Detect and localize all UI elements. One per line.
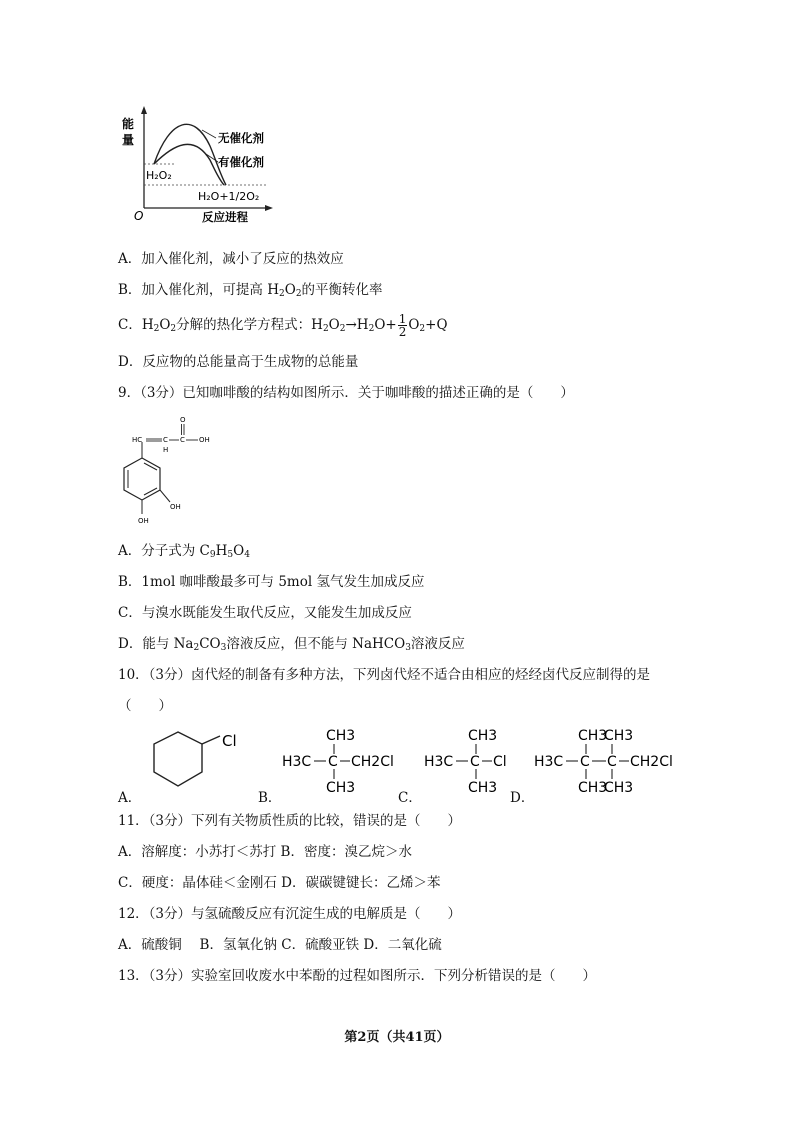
caffeic-acid-structure xyxy=(118,412,228,532)
d-bottom-ch3-1: CH3 xyxy=(578,780,608,796)
c-center-c: C xyxy=(470,754,480,770)
q9-a-t3: O xyxy=(233,543,245,559)
d-top-ch3-2: CH3 xyxy=(604,728,634,744)
y-axis-label-2: 量 xyxy=(122,133,135,147)
q10-label-c: C． xyxy=(398,790,422,806)
x-axis-arrow xyxy=(265,205,273,211)
c-top-ch3: CH3 xyxy=(468,728,498,744)
q8-c-t5: →H xyxy=(345,317,369,333)
q10-stem: 10．（3分）卤代烃的制备有多种方法，下列卤代烃不适合由相应的烃经卤代反应制得的是 xyxy=(118,667,651,683)
q10-structure-b xyxy=(278,724,408,798)
q8-c-t1: C．H xyxy=(118,317,154,333)
reactant-label: H₂O₂ xyxy=(146,169,172,182)
q8-c-t4: O xyxy=(328,317,340,333)
q8-c-fraction xyxy=(398,313,408,338)
q9-d-t3: 溶液反应，但不能与 NaHCO xyxy=(226,636,406,652)
q9-option-c: C．与溴水既能发生取代反应，又能发生加成反应 xyxy=(118,605,412,621)
q9-stem: 9．（3分）已知咖啡酸的结构如图所示．关于咖啡酸的描述正确的是（ ） xyxy=(118,385,574,401)
c-bottom-ch3: CH3 xyxy=(468,780,498,796)
q10-answer-paren: （ ） xyxy=(118,698,172,714)
q13-stem: 13．（3分）实验室回收废水中苯酚的过程如图所示．下列分析错误的是（ ） xyxy=(118,968,597,984)
b-center-c: C xyxy=(328,754,338,770)
d-top-ch3-1: CH3 xyxy=(578,728,608,744)
curve-catalyst-label: 有催化剂 xyxy=(218,155,264,169)
q11-options-cd: C．硬度：晶体硅＜金刚石 D．碳碳键键长：乙烯＞苯 xyxy=(118,875,441,891)
q8-b-text-2: O xyxy=(284,282,296,298)
q8-b-sub-1: 2 xyxy=(279,289,285,299)
x-axis-label: 反应进程 xyxy=(202,210,248,224)
q8-c-s5: 2 xyxy=(368,324,375,334)
d-ch2cl: CH2Cl xyxy=(630,754,673,770)
c-label-2: C xyxy=(180,436,185,444)
q8-c-t7: O xyxy=(408,317,420,333)
q8-c-t6: O+ xyxy=(374,317,397,333)
q8-option-b xyxy=(118,281,383,303)
q8-b-text-3: 的平衡转化率 xyxy=(301,282,383,298)
y-axis-label-1: 能 xyxy=(122,117,135,131)
o-label: O xyxy=(180,416,186,424)
q8-c-s1: 2 xyxy=(153,324,160,334)
q9-a-s3: 4 xyxy=(244,550,250,560)
q9-d-t4: 溶液反应 xyxy=(410,636,465,652)
q9-a-s2: 5 xyxy=(227,550,234,560)
b-h3c: H3C xyxy=(282,754,312,770)
q9-d-s1: 2 xyxy=(193,643,200,653)
oh-label-1: OH xyxy=(170,503,181,511)
fraction-denominator: 2 xyxy=(398,325,407,339)
c-label-1: C xyxy=(163,436,168,444)
q9-option-b: B．1mol 咖啡酸最多可与 5mol 氢气发生加成反应 xyxy=(118,574,425,590)
y-axis-arrow xyxy=(141,106,147,114)
q8-option-a: A．加入催化剂，减小了反应的热效应 xyxy=(118,251,344,267)
q9-d-t1: D．能与 Na xyxy=(118,636,194,652)
q8-c-s6: 2 xyxy=(419,324,426,334)
hc-label: HC xyxy=(132,436,143,444)
origin-label: O xyxy=(134,209,144,223)
leader-cat xyxy=(206,154,218,162)
b-top-ch3: CH3 xyxy=(326,728,356,744)
q9-option-d xyxy=(118,635,465,657)
q10-label-b: B． xyxy=(258,790,282,806)
q11-stem: 11．（3分）下列有关物质性质的比较，错误的是（ ） xyxy=(118,813,462,829)
q9-a-s1: 9 xyxy=(209,550,216,560)
q10-label-a: A． xyxy=(118,790,142,806)
b-ch2cl: CH2Cl xyxy=(351,754,394,770)
cl-label-a: Cl xyxy=(222,732,237,750)
q12-options: A．硫酸铜 B．氢氧化钠 C．硫酸亚铁 D．二氧化硫 xyxy=(118,937,442,953)
fraction-numerator: 1 xyxy=(398,312,407,326)
oh-label-2: OH xyxy=(138,517,149,525)
q9-d-s2: 3 xyxy=(220,643,227,653)
q8-option-c xyxy=(118,312,448,342)
product-label: H₂O+1/2O₂ xyxy=(198,190,260,203)
d-bottom-ch3-2: CH3 xyxy=(604,780,634,796)
q8-c-s4: 2 xyxy=(339,324,346,334)
d-c1: C xyxy=(580,754,590,770)
q8-c-s3: 2 xyxy=(322,324,329,334)
q8-c-t2: O xyxy=(159,317,171,333)
acid-oh-label: OH xyxy=(199,436,210,444)
q10-structure-d xyxy=(532,724,682,798)
q12-stem: 12．（3分）与氢硫酸反应有沉淀生成的电解质是（ ） xyxy=(118,906,462,922)
q9-d-s3: 3 xyxy=(405,643,411,653)
page-footer: 第2页（共41页） xyxy=(344,1030,450,1045)
q9-d-t2: CO xyxy=(199,636,221,652)
q11-options-ab: A．溶解度：小苏打＜苏打 B．密度：溴乙烷＞水 xyxy=(118,844,412,860)
q8-b-text-1: B．加入催化剂，可提高 H xyxy=(118,282,279,298)
q8-c-t8: +Q xyxy=(425,317,448,333)
q9-option-a xyxy=(118,542,250,564)
c-cl: Cl xyxy=(493,754,507,770)
q10-label-d: D． xyxy=(510,790,535,806)
q9-a-t2: H xyxy=(215,543,228,559)
q8-c-s2: 2 xyxy=(170,324,177,334)
q9-a-t1: A．分子式为 C xyxy=(118,543,210,559)
energy-profile-diagram xyxy=(118,104,278,226)
d-h3c: H3C xyxy=(534,754,564,770)
q8-option-d: D．反应物的总能量高于生成物的总能量 xyxy=(118,354,359,370)
q10-structure-a xyxy=(140,726,250,798)
c-h3c: H3C xyxy=(424,754,454,770)
q8-b-sub-2: 2 xyxy=(295,289,302,299)
q8-c-t3: 分解的热化学方程式：H xyxy=(176,317,323,333)
d-c2: C xyxy=(607,754,617,770)
curve-no-catalyst-label: 无催化剂 xyxy=(218,131,264,145)
benzene-ring xyxy=(124,458,160,500)
h-label: H xyxy=(163,446,169,454)
b-bottom-ch3: CH3 xyxy=(326,780,356,796)
q10-structure-c xyxy=(420,724,520,798)
